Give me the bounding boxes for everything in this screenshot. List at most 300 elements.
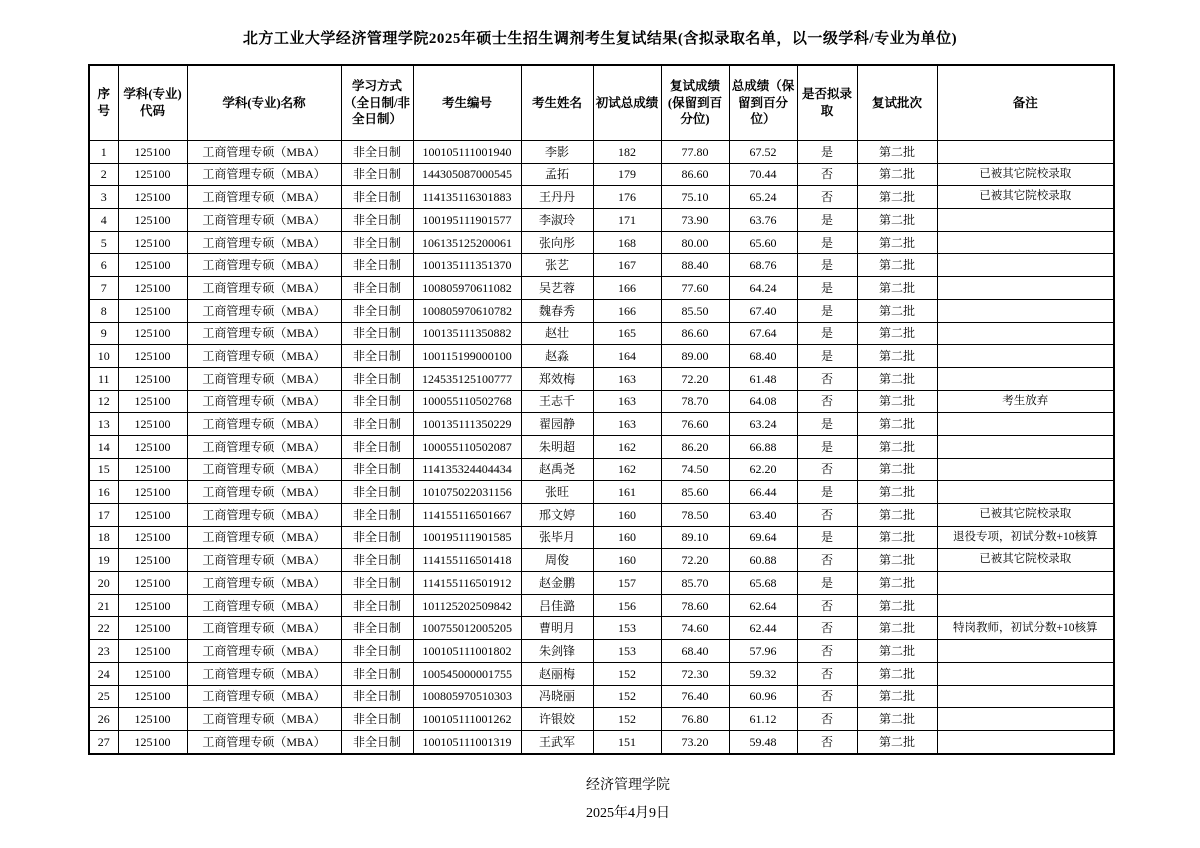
column-header-subject-name: 学科(专业)名称: [187, 65, 341, 141]
column-header-seq: 序号: [89, 65, 118, 141]
cell-candidate-id: 100805970510303: [413, 685, 521, 708]
cell-total-score: 62.20: [729, 458, 797, 481]
cell-seq: 21: [89, 594, 118, 617]
cell-remark: [937, 141, 1114, 164]
cell-batch: 第二批: [857, 662, 937, 685]
cell-subject-name: 工商管理专硕（MBA）: [187, 504, 341, 527]
cell-initial-score: 167: [593, 254, 661, 277]
cell-total-score: 61.48: [729, 367, 797, 390]
cell-subject-name: 工商管理专硕（MBA）: [187, 549, 341, 572]
cell-candidate-name: 张艺: [521, 254, 593, 277]
cell-remark: [937, 435, 1114, 458]
cell-candidate-id: 100055110502087: [413, 435, 521, 458]
cell-retest-score: 78.60: [661, 594, 729, 617]
cell-candidate-name: 赵金鹏: [521, 572, 593, 595]
cell-subject-name: 工商管理专硕（MBA）: [187, 163, 341, 186]
table-row: [89, 572, 1114, 595]
cell-total-score: 61.12: [729, 708, 797, 731]
cell-admitted: 是: [797, 322, 857, 345]
cell-admitted: 否: [797, 367, 857, 390]
cell-remark: [937, 708, 1114, 731]
cell-candidate-name: 赵丽梅: [521, 662, 593, 685]
cell-admitted: 是: [797, 299, 857, 322]
table-row: [89, 504, 1114, 527]
cell-total-score: 59.32: [729, 662, 797, 685]
cell-batch: 第二批: [857, 322, 937, 345]
cell-total-score: 57.96: [729, 640, 797, 663]
cell-candidate-name: 李淑玲: [521, 209, 593, 232]
cell-subject-code: 125100: [118, 163, 187, 186]
cell-subject-name: 工商管理专硕（MBA）: [187, 730, 341, 753]
cell-candidate-id: 106135125200061: [413, 231, 521, 254]
cell-initial-score: 176: [593, 186, 661, 209]
cell-remark: [937, 299, 1114, 322]
cell-initial-score: 151: [593, 730, 661, 753]
cell-seq: 14: [89, 435, 118, 458]
cell-seq: 9: [89, 322, 118, 345]
column-header-initial-score: 初试总成绩: [593, 65, 661, 141]
cell-batch: 第二批: [857, 594, 937, 617]
cell-seq: 12: [89, 390, 118, 413]
cell-subject-code: 125100: [118, 481, 187, 504]
page-title: 北方工业大学经济管理学院2025年硕士生招生调剂考生复试结果(含拟录取名单，以一级学科/专业为单位): [242, 31, 958, 47]
column-header-candidate-name: 考生姓名: [521, 65, 593, 141]
cell-candidate-id: 100105111001262: [413, 708, 521, 731]
column-header-study-mode: 学习方式（全日制/非全日制）: [341, 65, 413, 141]
cell-study-mode: 非全日制: [341, 254, 413, 277]
table-row: [89, 617, 1114, 640]
cell-seq: 5: [89, 231, 118, 254]
cell-seq: 3: [89, 186, 118, 209]
cell-subject-code: 125100: [118, 254, 187, 277]
cell-candidate-name: 郑效梅: [521, 367, 593, 390]
cell-subject-code: 125100: [118, 141, 187, 164]
cell-initial-score: 166: [593, 299, 661, 322]
table-row: [89, 481, 1114, 504]
cell-total-score: 67.64: [729, 322, 797, 345]
cell-candidate-name: 吴艺蓉: [521, 277, 593, 300]
table-row: [89, 209, 1114, 232]
cell-admitted: 否: [797, 640, 857, 663]
cell-admitted: 否: [797, 708, 857, 731]
cell-subject-name: 工商管理专硕（MBA）: [187, 231, 341, 254]
cell-remark: [937, 481, 1114, 504]
cell-study-mode: 非全日制: [341, 209, 413, 232]
cell-subject-name: 工商管理专硕（MBA）: [187, 640, 341, 663]
cell-remark: [937, 662, 1114, 685]
table-row: [89, 254, 1114, 277]
cell-candidate-name: 许银姣: [521, 708, 593, 731]
cell-candidate-id: 100755012005205: [413, 617, 521, 640]
cell-batch: 第二批: [857, 458, 937, 481]
cell-subject-name: 工商管理专硕（MBA）: [187, 594, 341, 617]
cell-candidate-id: 100135111351370: [413, 254, 521, 277]
cell-subject-name: 工商管理专硕（MBA）: [187, 299, 341, 322]
cell-retest-score: 76.40: [661, 685, 729, 708]
cell-total-score: 65.24: [729, 186, 797, 209]
cell-admitted: 否: [797, 163, 857, 186]
cell-subject-name: 工商管理专硕（MBA）: [187, 186, 341, 209]
cell-candidate-id: 144305087000545: [413, 163, 521, 186]
cell-subject-name: 工商管理专硕（MBA）: [187, 322, 341, 345]
cell-candidate-name: 王丹丹: [521, 186, 593, 209]
cell-batch: 第二批: [857, 730, 937, 753]
cell-candidate-name: 张毕月: [521, 526, 593, 549]
cell-retest-score: 78.50: [661, 504, 729, 527]
cell-candidate-name: 周俊: [521, 549, 593, 572]
cell-subject-code: 125100: [118, 458, 187, 481]
cell-admitted: 是: [797, 254, 857, 277]
cell-seq: 13: [89, 413, 118, 436]
cell-retest-score: 75.10: [661, 186, 729, 209]
cell-candidate-id: 101075022031156: [413, 481, 521, 504]
cell-subject-name: 工商管理专硕（MBA）: [187, 345, 341, 368]
cell-retest-score: 86.60: [661, 163, 729, 186]
cell-seq: 1: [89, 141, 118, 164]
cell-subject-name: 工商管理专硕（MBA）: [187, 367, 341, 390]
cell-total-score: 65.68: [729, 572, 797, 595]
cell-seq: 24: [89, 662, 118, 685]
cell-subject-code: 125100: [118, 322, 187, 345]
column-header-batch: 复试批次: [857, 65, 937, 141]
cell-total-score: 66.88: [729, 435, 797, 458]
cell-study-mode: 非全日制: [341, 186, 413, 209]
cell-admitted: 否: [797, 186, 857, 209]
cell-subject-code: 125100: [118, 345, 187, 368]
cell-initial-score: 152: [593, 685, 661, 708]
cell-admitted: 否: [797, 390, 857, 413]
cell-retest-score: 89.00: [661, 345, 729, 368]
cell-subject-name: 工商管理专硕（MBA）: [187, 662, 341, 685]
cell-candidate-name: 邢文婷: [521, 504, 593, 527]
cell-candidate-name: 冯晓丽: [521, 685, 593, 708]
column-header-candidate-id: 考生编号: [413, 65, 521, 141]
cell-total-score: 63.24: [729, 413, 797, 436]
cell-candidate-id: 114155116501667: [413, 504, 521, 527]
cell-initial-score: 153: [593, 617, 661, 640]
cell-subject-code: 125100: [118, 685, 187, 708]
cell-subject-code: 125100: [118, 617, 187, 640]
cell-subject-code: 125100: [118, 640, 187, 663]
cell-batch: 第二批: [857, 209, 937, 232]
cell-initial-score: 164: [593, 345, 661, 368]
cell-candidate-name: 朱剑锋: [521, 640, 593, 663]
cell-total-score: 64.08: [729, 390, 797, 413]
cell-study-mode: 非全日制: [341, 141, 413, 164]
cell-remark: [937, 367, 1114, 390]
cell-remark: 已被其它院校录取: [937, 186, 1114, 209]
table-row: [89, 594, 1114, 617]
cell-retest-score: 78.70: [661, 390, 729, 413]
table-row: [89, 186, 1114, 209]
cell-study-mode: 非全日制: [341, 277, 413, 300]
cell-study-mode: 非全日制: [341, 526, 413, 549]
cell-batch: 第二批: [857, 299, 937, 322]
cell-seq: 27: [89, 730, 118, 753]
cell-initial-score: 171: [593, 209, 661, 232]
cell-admitted: 是: [797, 526, 857, 549]
signature-block: [0, 772, 1200, 828]
cell-candidate-name: 翟园静: [521, 413, 593, 436]
table-row: [89, 458, 1114, 481]
cell-subject-code: 125100: [118, 549, 187, 572]
cell-subject-code: 125100: [118, 526, 187, 549]
cell-seq: 16: [89, 481, 118, 504]
cell-subject-code: 125100: [118, 435, 187, 458]
cell-remark: [937, 413, 1114, 436]
signature-org: 经济管理学院: [586, 778, 670, 793]
cell-retest-score: 85.60: [661, 481, 729, 504]
table-row: [89, 549, 1114, 572]
cell-seq: 2: [89, 163, 118, 186]
cell-admitted: 否: [797, 617, 857, 640]
cell-remark: [937, 685, 1114, 708]
table-row: [89, 163, 1114, 186]
table-row: [89, 435, 1114, 458]
cell-study-mode: 非全日制: [341, 549, 413, 572]
cell-total-score: 62.64: [729, 594, 797, 617]
cell-total-score: 63.40: [729, 504, 797, 527]
cell-initial-score: 157: [593, 572, 661, 595]
cell-batch: 第二批: [857, 367, 937, 390]
cell-retest-score: 86.60: [661, 322, 729, 345]
cell-seq: 22: [89, 617, 118, 640]
cell-total-score: 67.40: [729, 299, 797, 322]
cell-initial-score: 156: [593, 594, 661, 617]
cell-seq: 7: [89, 277, 118, 300]
cell-study-mode: 非全日制: [341, 685, 413, 708]
cell-batch: 第二批: [857, 572, 937, 595]
table-row: [89, 322, 1114, 345]
column-header-admitted: 是否拟录取: [797, 65, 857, 141]
table-row: [89, 231, 1114, 254]
cell-seq: 4: [89, 209, 118, 232]
cell-retest-score: 85.70: [661, 572, 729, 595]
cell-candidate-id: 100105111001940: [413, 141, 521, 164]
cell-study-mode: 非全日制: [341, 662, 413, 685]
cell-candidate-name: 赵壮: [521, 322, 593, 345]
cell-candidate-id: 101125202509842: [413, 594, 521, 617]
cell-candidate-id: 100545000001755: [413, 662, 521, 685]
cell-subject-code: 125100: [118, 708, 187, 731]
cell-retest-score: 88.40: [661, 254, 729, 277]
cell-batch: 第二批: [857, 526, 937, 549]
cell-initial-score: 161: [593, 481, 661, 504]
cell-remark: [937, 277, 1114, 300]
cell-admitted: 是: [797, 231, 857, 254]
cell-admitted: 是: [797, 141, 857, 164]
cell-subject-code: 125100: [118, 572, 187, 595]
table-row: [89, 345, 1114, 368]
cell-subject-code: 125100: [118, 413, 187, 436]
cell-total-score: 60.96: [729, 685, 797, 708]
cell-remark: [937, 231, 1114, 254]
cell-candidate-name: 赵淼: [521, 345, 593, 368]
cell-total-score: 60.88: [729, 549, 797, 572]
cell-study-mode: 非全日制: [341, 299, 413, 322]
cell-remark: [937, 572, 1114, 595]
cell-remark: 已被其它院校录取: [937, 163, 1114, 186]
cell-total-score: 59.48: [729, 730, 797, 753]
cell-candidate-id: 124535125100777: [413, 367, 521, 390]
cell-admitted: 否: [797, 549, 857, 572]
cell-candidate-name: 吕佳潞: [521, 594, 593, 617]
cell-remark: 考生放弃: [937, 390, 1114, 413]
cell-initial-score: 160: [593, 504, 661, 527]
cell-seq: 18: [89, 526, 118, 549]
cell-candidate-name: 王志千: [521, 390, 593, 413]
cell-retest-score: 74.50: [661, 458, 729, 481]
cell-total-score: 68.40: [729, 345, 797, 368]
cell-batch: 第二批: [857, 549, 937, 572]
table-row: [89, 141, 1114, 164]
cell-total-score: 70.44: [729, 163, 797, 186]
cell-candidate-id: 114135324404434: [413, 458, 521, 481]
cell-subject-name: 工商管理专硕（MBA）: [187, 481, 341, 504]
cell-candidate-name: 张向彤: [521, 231, 593, 254]
cell-candidate-id: 114135116301883: [413, 186, 521, 209]
cell-seq: 15: [89, 458, 118, 481]
cell-retest-score: 89.10: [661, 526, 729, 549]
column-header-total-score: 总成绩（保留到百分位）: [729, 65, 797, 141]
cell-study-mode: 非全日制: [341, 231, 413, 254]
cell-retest-score: 76.60: [661, 413, 729, 436]
cell-remark: 已被其它院校录取: [937, 549, 1114, 572]
cell-initial-score: 160: [593, 526, 661, 549]
cell-batch: 第二批: [857, 254, 937, 277]
cell-subject-code: 125100: [118, 504, 187, 527]
cell-admitted: 是: [797, 209, 857, 232]
cell-retest-score: 72.20: [661, 549, 729, 572]
cell-admitted: 否: [797, 730, 857, 753]
cell-remark: 特岗教师，初试分数+10核算: [937, 617, 1114, 640]
cell-initial-score: 163: [593, 367, 661, 390]
cell-subject-code: 125100: [118, 186, 187, 209]
cell-initial-score: 179: [593, 163, 661, 186]
signature-date: 2025年4月9日: [586, 806, 670, 821]
cell-candidate-name: 赵禹尧: [521, 458, 593, 481]
cell-subject-code: 125100: [118, 730, 187, 753]
cell-study-mode: 非全日制: [341, 594, 413, 617]
cell-subject-name: 工商管理专硕（MBA）: [187, 458, 341, 481]
cell-study-mode: 非全日制: [341, 435, 413, 458]
cell-initial-score: 162: [593, 435, 661, 458]
cell-batch: 第二批: [857, 685, 937, 708]
cell-candidate-id: 100115199000100: [413, 345, 521, 368]
cell-subject-code: 125100: [118, 209, 187, 232]
cell-remark: [937, 254, 1114, 277]
table-row: [89, 730, 1114, 753]
cell-remark: [937, 730, 1114, 753]
table-row: [89, 640, 1114, 663]
cell-candidate-id: 100805970611082: [413, 277, 521, 300]
table-header-row: [89, 65, 1114, 141]
cell-batch: 第二批: [857, 435, 937, 458]
cell-retest-score: 72.20: [661, 367, 729, 390]
cell-batch: 第二批: [857, 277, 937, 300]
cell-candidate-id: 100105111001802: [413, 640, 521, 663]
cell-initial-score: 153: [593, 640, 661, 663]
table-row: [89, 685, 1114, 708]
cell-candidate-id: 100055110502768: [413, 390, 521, 413]
cell-candidate-name: 王武军: [521, 730, 593, 753]
cell-admitted: 否: [797, 685, 857, 708]
cell-retest-score: 77.80: [661, 141, 729, 164]
cell-seq: 11: [89, 367, 118, 390]
cell-seq: 10: [89, 345, 118, 368]
cell-candidate-name: 魏春秀: [521, 299, 593, 322]
cell-admitted: 是: [797, 481, 857, 504]
cell-remark: 已被其它院校录取: [937, 504, 1114, 527]
column-header-subject-code: 学科(专业)代码: [118, 65, 187, 141]
cell-admitted: 是: [797, 572, 857, 595]
cell-initial-score: 168: [593, 231, 661, 254]
cell-total-score: 69.64: [729, 526, 797, 549]
cell-remark: 退役专项，初试分数+10核算: [937, 526, 1114, 549]
cell-batch: 第二批: [857, 345, 937, 368]
cell-initial-score: 160: [593, 549, 661, 572]
cell-batch: 第二批: [857, 163, 937, 186]
cell-batch: 第二批: [857, 231, 937, 254]
table-row: [89, 708, 1114, 731]
cell-initial-score: 182: [593, 141, 661, 164]
cell-batch: 第二批: [857, 504, 937, 527]
cell-initial-score: 152: [593, 662, 661, 685]
cell-candidate-id: 100195111901577: [413, 209, 521, 232]
cell-study-mode: 非全日制: [341, 504, 413, 527]
column-header-retest-score: 复试成绩(保留到百分位): [661, 65, 729, 141]
cell-batch: 第二批: [857, 186, 937, 209]
cell-initial-score: 165: [593, 322, 661, 345]
cell-candidate-id: 114155116501912: [413, 572, 521, 595]
cell-admitted: 否: [797, 504, 857, 527]
cell-study-mode: 非全日制: [341, 640, 413, 663]
cell-subject-name: 工商管理专硕（MBA）: [187, 526, 341, 549]
cell-seq: 20: [89, 572, 118, 595]
cell-subject-code: 125100: [118, 662, 187, 685]
cell-subject-name: 工商管理专硕（MBA）: [187, 141, 341, 164]
cell-initial-score: 162: [593, 458, 661, 481]
cell-study-mode: 非全日制: [341, 322, 413, 345]
cell-candidate-name: 孟拓: [521, 163, 593, 186]
cell-batch: 第二批: [857, 617, 937, 640]
cell-batch: 第二批: [857, 141, 937, 164]
table-row: [89, 367, 1114, 390]
cell-candidate-id: 100805970610782: [413, 299, 521, 322]
cell-subject-name: 工商管理专硕（MBA）: [187, 617, 341, 640]
cell-candidate-id: 100105111001319: [413, 730, 521, 753]
table-row: [89, 526, 1114, 549]
cell-subject-name: 工商管理专硕（MBA）: [187, 572, 341, 595]
cell-total-score: 68.76: [729, 254, 797, 277]
cell-total-score: 62.44: [729, 617, 797, 640]
cell-remark: [937, 640, 1114, 663]
cell-candidate-name: 张旺: [521, 481, 593, 504]
cell-remark: [937, 209, 1114, 232]
cell-remark: [937, 345, 1114, 368]
cell-seq: 19: [89, 549, 118, 572]
cell-initial-score: 163: [593, 413, 661, 436]
table-row: [89, 413, 1114, 436]
cell-initial-score: 166: [593, 277, 661, 300]
cell-retest-score: 85.50: [661, 299, 729, 322]
cell-retest-score: 77.60: [661, 277, 729, 300]
cell-seq: 23: [89, 640, 118, 663]
cell-retest-score: 73.90: [661, 209, 729, 232]
cell-total-score: 65.60: [729, 231, 797, 254]
cell-subject-code: 125100: [118, 231, 187, 254]
cell-study-mode: 非全日制: [341, 572, 413, 595]
